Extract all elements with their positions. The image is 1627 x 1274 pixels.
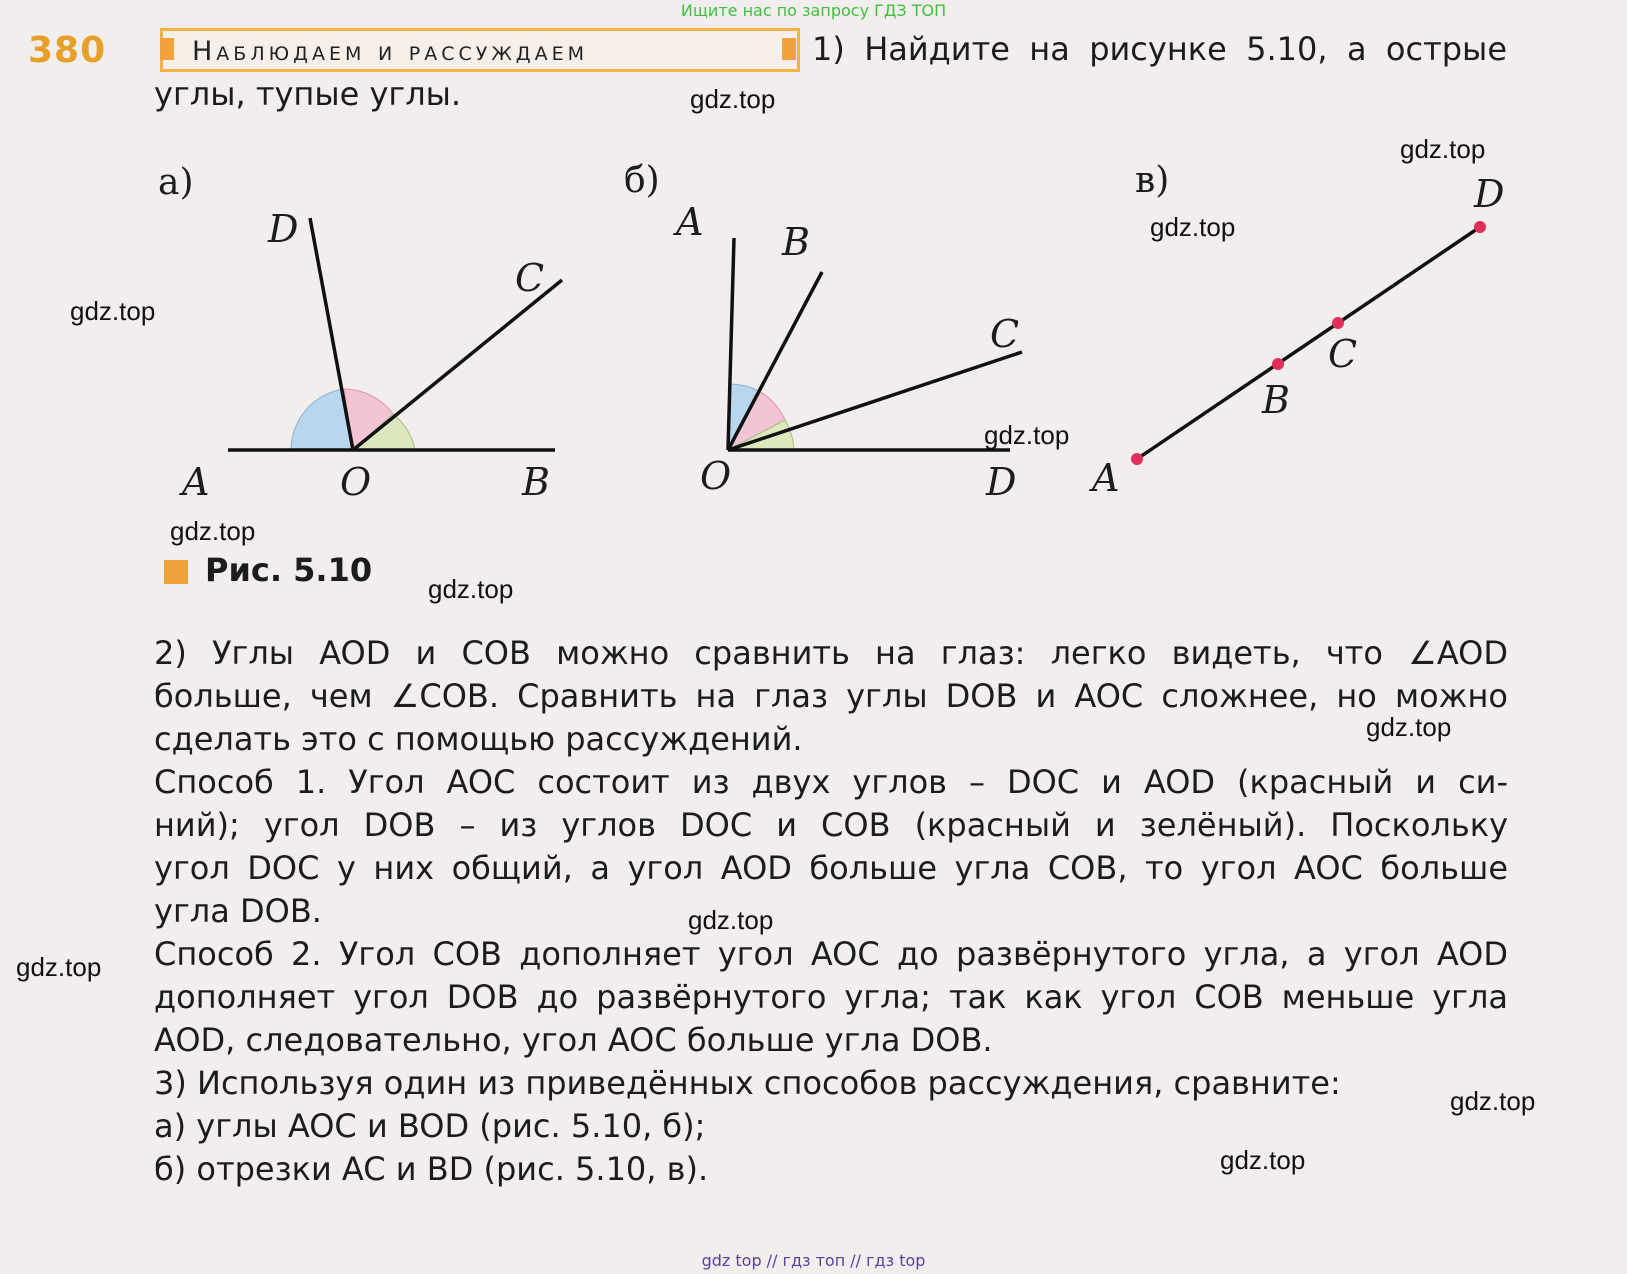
text-line-11: 3) Используя один из приведённых способов рассуждения, сравните: [154, 1064, 1341, 1102]
watermark: gdz.top [16, 952, 102, 982]
text-line-6: угол DOC у них общий, а угол AOD больше угла COB, то угол AOC больше [154, 849, 1508, 887]
label-v-d: D [1474, 172, 1505, 216]
label-a-d: D [268, 207, 299, 251]
figure-caption: Рис. 5.10 [205, 551, 373, 589]
watermark: gdz.top [984, 420, 1070, 450]
text-line-8: Способ 2. Угол COB дополняет угол AOC до развёрнутого угла, а угол AOD [154, 935, 1508, 973]
watermark: gdz.top [688, 905, 774, 935]
watermark: gdz.top [690, 84, 776, 114]
watermark: gdz.top [170, 516, 256, 546]
text-line-1: 2) Углы AOD и COB можно сравнить на глаз: легко видеть, что ∠AOD [154, 634, 1508, 672]
watermark: gdz.top [1366, 712, 1452, 742]
label-a-o: O [340, 460, 372, 504]
label-v-b: B [1262, 378, 1290, 422]
point-a [1131, 453, 1143, 465]
watermark: gdz.top [1150, 212, 1236, 242]
watermark: gdz.top [428, 574, 514, 604]
text-line-2: больше, чем ∠COB. Сравнить на глаз углы DOB и AOC сложнее, но можно [154, 677, 1508, 715]
label-b-b: B [782, 220, 810, 264]
watermark: gdz.top [70, 296, 156, 326]
ray-oc [353, 280, 562, 450]
label-b-a: A [676, 200, 704, 244]
label-b-o: O [700, 454, 732, 498]
text-line-7: угла DOB. [154, 892, 322, 930]
text-line-13: б) отрезки AC и BD (рис. 5.10, в). [154, 1150, 709, 1188]
watermark: gdz.top [1400, 134, 1486, 164]
figure-a [228, 218, 562, 450]
figure-v [1131, 221, 1486, 465]
label-a-b: B [522, 460, 550, 504]
watermark: gdz.top [1450, 1086, 1536, 1116]
figure-b-label: б) [624, 160, 660, 201]
label-v-c: C [1328, 332, 1358, 376]
text-line-9: дополняет угол DOB до развёрнутого угла; так как угол COB меньше угла [154, 978, 1509, 1016]
text-line-10: AOD, следовательно, угол AOC больше угла DOB. [154, 1021, 993, 1059]
text-line-3: сделать это с помощью рассуждений. [154, 720, 803, 758]
label-v-a: A [1092, 456, 1120, 500]
figure-v-label: в) [1135, 160, 1170, 201]
section-title: Наблюдаем и рассуждаем [192, 36, 589, 67]
exercise-number: 380 [28, 30, 107, 71]
task1-line2: углы, тупые углы. [154, 75, 462, 113]
text-line-4: Способ 1. Угол AOC состоит из двух углов – DOC и AOD (красный и си- [154, 763, 1508, 801]
body-text [154, 632, 1508, 1191]
label-b-c: C [990, 312, 1020, 356]
point-d [1474, 221, 1486, 233]
point-c [1332, 317, 1344, 329]
text-line-5: ний); угол DOB – из углов DOC и COB (красный и зелёный). Поскольку [154, 806, 1508, 844]
figure-a-label: а) [158, 162, 194, 203]
label-a-a: A [182, 460, 210, 504]
segment-ad [1137, 227, 1480, 459]
point-b [1272, 358, 1284, 370]
bottom-banner: gdz top // гдз топ // гдз top [701, 1251, 926, 1270]
figure-caption-marker [164, 560, 188, 584]
label-a-c: C [515, 256, 545, 300]
label-b-d: D [986, 460, 1017, 504]
figure-b [728, 238, 1022, 450]
top-banner: Ищите нас по запросу ГДЗ ТОП [680, 1, 947, 20]
text-line-12: а) углы AOC и BOD (рис. 5.10, б); [154, 1107, 706, 1145]
watermark: gdz.top [1220, 1145, 1306, 1175]
task1-line1: 1) Найдите на рисунке 5.10, а острые [812, 30, 1507, 68]
